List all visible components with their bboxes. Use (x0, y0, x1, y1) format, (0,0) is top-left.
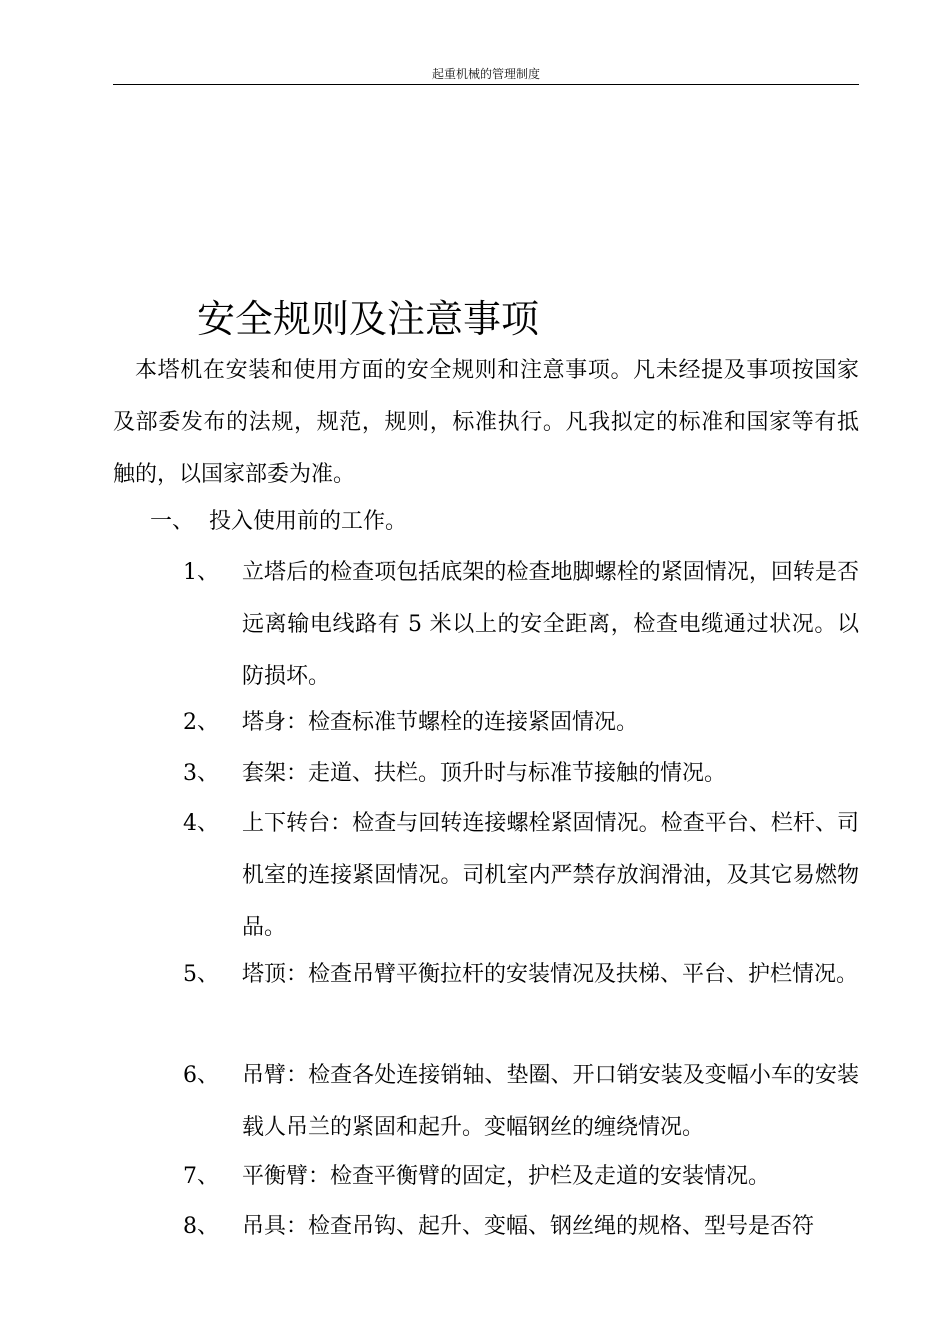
list-item (183, 1050, 859, 1154)
list-item (183, 1151, 859, 1203)
list-item-number: 1、 (183, 560, 219, 585)
list-item-number: 4、 (183, 811, 219, 836)
list-item-number: 8、 (183, 1214, 219, 1239)
list-item (183, 697, 859, 749)
list-item-text: 塔顶：检查吊臂平衡拉杆的安装情况及扶梯、平台、护栏情况。 (242, 962, 859, 987)
list-item-text: 上下转台：检查与回转连接螺栓紧固情况。检查平台、栏杆、司机室的连接紧固情况。司机室内严禁存放润滑油，及其它易燃物品。 (242, 811, 859, 940)
list-item (183, 1201, 859, 1253)
list-item-text: 平衡臂：检查平衡臂的固定，护栏及走道的安装情况。 (242, 1164, 771, 1189)
intro-paragraph: 本塔机在安装和使用方面的安全规则和注意事项。凡未经提及事项按国家及部委发布的法规，规范，规则，标准执行。凡我拟定的标准和国家等有抵触的，以国家部委为准。 (113, 358, 859, 487)
list-item-text: 吊具：检查吊钩、起升、变幅、钢丝绳的规格、型号是否符 (242, 1214, 815, 1239)
document-title: 安全规则及注意事项 (197, 297, 540, 341)
list-item-number: 3、 (183, 761, 219, 786)
list-item-text: 套架：走道、扶栏。顶升时与标准节接触的情况。 (242, 761, 727, 786)
section-heading-text: 投入使用前的工作。 (209, 509, 408, 534)
list-item-text: 立塔后的检查项包括底架的检查地脚螺栓的紧固情况，回转是否远离输电线路有 5 米以上的安全距离，检查电缆通过状况。以防损坏。 (242, 560, 859, 689)
list-item-number: 6、 (183, 1063, 219, 1088)
list-item-number: 2、 (183, 710, 219, 735)
list-item-text: 塔身：检查标准节螺栓的连接紧固情况。 (242, 710, 639, 735)
list-item (183, 547, 859, 703)
page-header-text: 起重机械的管理制度 (431, 67, 540, 81)
list-item-number: 7、 (183, 1164, 219, 1189)
list-item (183, 798, 859, 954)
section-number: 一、 (150, 509, 195, 534)
list-item (183, 748, 859, 800)
list-item-text: 吊臂：检查各处连接销轴、垫圈、开口销安装及变幅小车的安装载人吊兰的紧固和起升。变幅钢丝的缠绕情况。 (242, 1063, 859, 1140)
list-item (183, 949, 859, 1001)
list-item-number: 5、 (183, 962, 219, 987)
page-header (113, 64, 859, 85)
section-heading (150, 496, 407, 548)
